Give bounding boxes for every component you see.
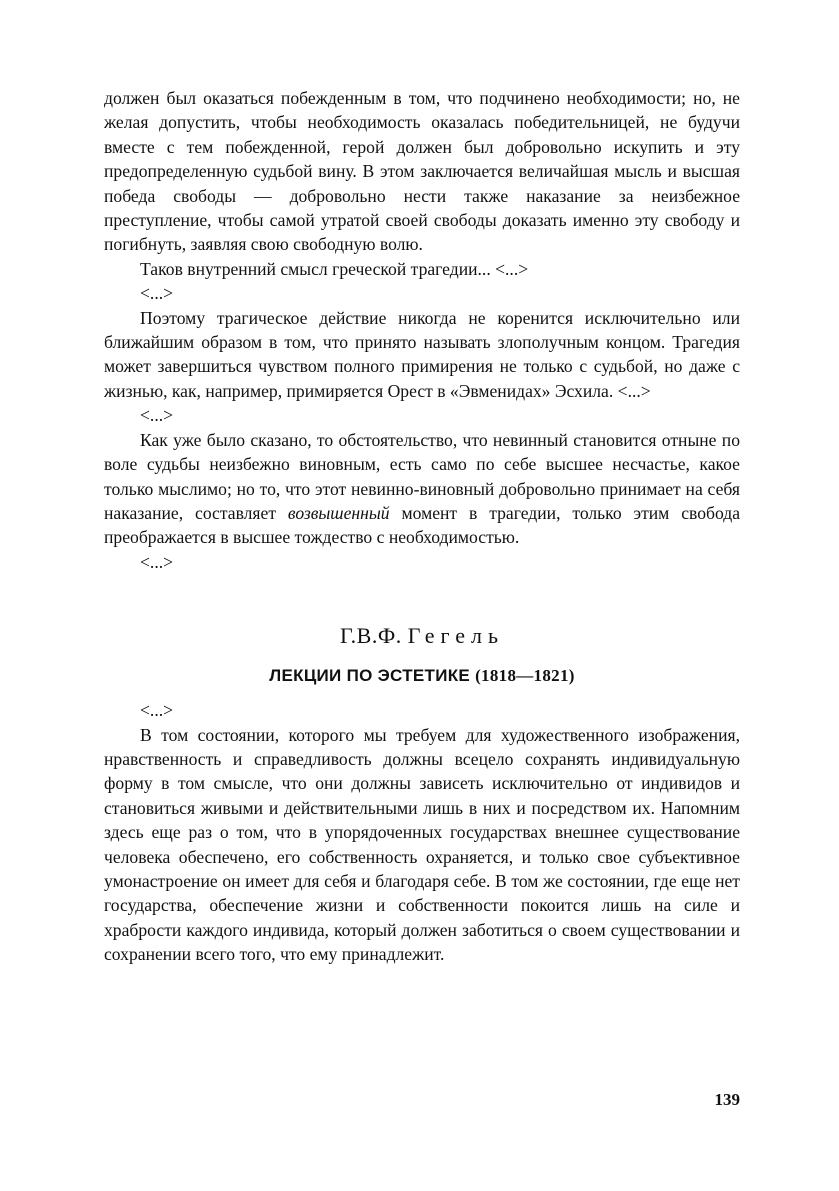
paragraph-freedom: должен был оказаться побежденным в том, что подчинено необходимости; но, не желая допустить, чтобы необходимость оказалась победительницей, не будучи вместе с тем побежденной, герой должен был добровольно искупить и эту предопределенную судьбой вину. В этом заключается величайшая мысль и высшая победа свободы — добровольно нести также наказание за неизбежное преступление, чтобы самой утратой своей свободы доказать именно эту свободу и погибнуть, заявляя свою свободную волю. — [104, 88, 740, 255]
page-number: 139 — [714, 1090, 740, 1109]
page-body — [104, 86, 740, 967]
paragraph-sublime-text-start: Как уже было сказано, то обстоятельство, что невинный становится отныне по воле судьбы неизбежно виновным, есть само по себе высшее несчастье, какое только мыслимо; но то, что этот невинно-виновный добровольно принимает на себя наказание, составляет — [104, 429, 740, 523]
ellipsis-marker: <...> — [140, 551, 174, 572]
work-title — [104, 664, 740, 688]
paragraph-sublime-text-end: момент в трагедии, только этим свобода преображается в высшее тождество с необходимостью. — [104, 502, 741, 548]
paragraph-tragic-action: Поэтому трагическое действие никогда не коренится исключительно или ближайшим образом в том, что принято называть злополучным концом. Трагедия может завершиться чувством полного примирения не только с судьбой, но даже с жизнью, как, например, примиряется Орест в «Эвменидах» Эсхила. <...> — [104, 307, 740, 401]
work-title-text: ЛЕКЦИИ ПО ЭСТЕТИКЕ — [269, 666, 471, 686]
ellipsis-marker: <...> — [140, 405, 174, 426]
paragraph-greek-tragedy-meaning: Таков внутренний смысл греческой трагедии... <...> — [140, 258, 529, 279]
paragraph-sublime-moment — [104, 428, 740, 550]
author-heading — [104, 622, 740, 650]
paragraph-hegel-state: В том состоянии, которого мы требуем для художественного изображения, нравственность и справедливость должны всецело сохранять индивидуальную форму в том смысле, что они должны зависеть исключительно от индивидов и становиться живыми и действительными лишь в них и посредством их. Напомним здесь еще раз о том, что в упорядоченных государствах внешнее существование человека обеспечено, его собственность охраняется, и только свое субъективное умонастроение он имеет для себя и благодаря себе. В том же состоянии, где еще нет государства, обеспечение жизни и собственности покоится лишь на силе и храбрости каждого индивида, который должен заботиться о своем существовании и сохранении всего того, что ему принадлежит. — [104, 724, 740, 965]
author-initials: Г.В.Ф. — [339, 623, 402, 649]
author-surname: Гегель — [407, 623, 505, 649]
ellipsis-marker: <...> — [140, 283, 174, 304]
work-title-years: (1818—1821) — [475, 666, 575, 686]
emphasized-word: возвышенный — [287, 502, 390, 523]
ellipsis-marker: <...> — [140, 700, 174, 721]
